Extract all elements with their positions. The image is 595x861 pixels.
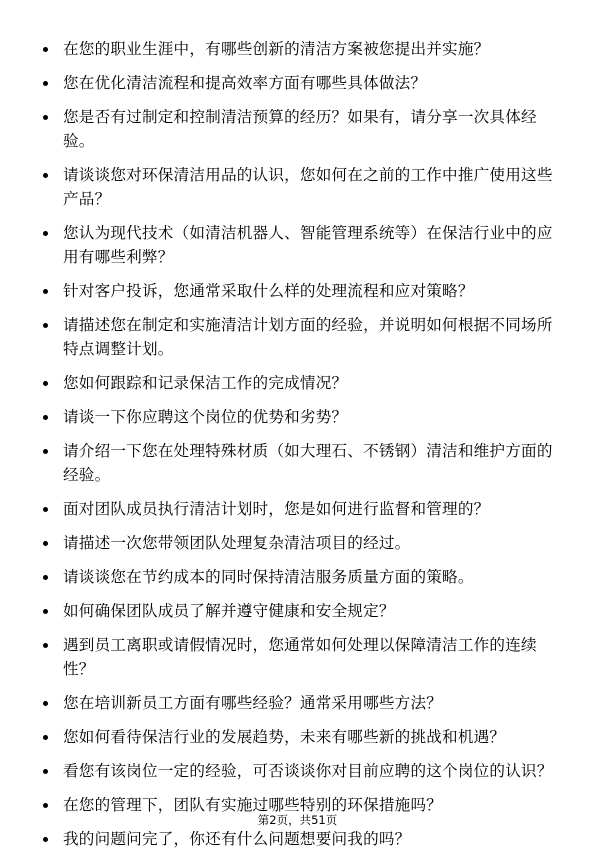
question-text: 您认为现代技术（如清洁机器人、智能管理系统等）在保洁行业中的应用有哪些利弊？ — [63, 224, 553, 266]
question-text: 您在培训新员工方面有哪些经验？通常采用哪些方法？ — [63, 694, 443, 712]
bullet-icon — [43, 323, 48, 328]
question-text: 请描述您在制定和实施清洁计划方面的经验，并说明如何根据不同场所特点调整计划。 — [63, 316, 553, 358]
question-text: 遇到员工离职或请假情况时，您通常如何处理以保障清洁工作的连续性？ — [63, 636, 537, 678]
list-item — [43, 371, 563, 395]
list-item — [43, 599, 563, 623]
bullet-icon — [43, 81, 48, 86]
question-text: 您如何看待保洁行业的发展趋势，未来有哪些新的挑战和机遇？ — [63, 728, 506, 746]
list-item — [43, 725, 563, 749]
question-text: 请谈谈您在节约成本的同时保持清洁服务质量方面的策略。 — [63, 568, 474, 586]
list-item — [43, 531, 563, 555]
list-item — [43, 759, 563, 783]
bullet-icon — [43, 231, 48, 236]
bullet-icon — [43, 173, 48, 178]
question-text: 请谈谈您对环保清洁用品的认识，您如何在之前的工作中推广使用这些产品？ — [63, 166, 553, 208]
list-item — [43, 105, 563, 153]
question-text: 请介绍一下您在处理特殊材质（如大理石、不锈钢）清洁和维护方面的经验。 — [63, 442, 553, 484]
question-text: 您在优化清洁流程和提高效率方面有哪些具体做法？ — [63, 74, 427, 92]
question-text: 在您的职业生涯中，有哪些创新的清洁方案被您提出并实施？ — [63, 40, 490, 58]
bullet-icon — [43, 643, 48, 648]
bullet-icon — [43, 769, 48, 774]
list-item — [43, 279, 563, 303]
question-text: 请描述一次您带领团队处理复杂清洁项目的经过。 — [63, 534, 411, 552]
question-text: 请谈一下你应聘这个岗位的优势和劣势？ — [63, 408, 348, 426]
bullet-icon — [43, 289, 48, 294]
question-list — [43, 37, 563, 861]
list-item — [43, 497, 563, 521]
list-item — [43, 565, 563, 589]
bullet-icon — [43, 541, 48, 546]
question-text: 针对客户投诉，您通常采取什么样的处理流程和应对策略？ — [63, 282, 474, 300]
bullet-icon — [43, 115, 48, 120]
list-item — [43, 221, 563, 269]
bullet-icon — [43, 609, 48, 614]
question-text: 如何确保团队成员了解并遵守健康和安全规定？ — [63, 602, 395, 620]
bullet-icon — [43, 701, 48, 706]
bullet-icon — [43, 381, 48, 386]
list-item — [43, 691, 563, 715]
bullet-icon — [43, 837, 48, 842]
question-text: 面对团队成员执行清洁计划时，您是如何进行监督和管理的？ — [63, 500, 490, 518]
list-item — [43, 37, 563, 61]
question-text: 您是否有过制定和控制清洁预算的经历？如果有，请分享一次具体经验。 — [63, 108, 537, 150]
question-text: 我的问题问完了，你还有什么问题想要问我的吗？ — [63, 830, 411, 848]
list-item — [43, 163, 563, 211]
page-number: 第2页，共51页 — [257, 813, 338, 827]
bullet-icon — [43, 803, 48, 808]
question-text: 您如何跟踪和记录保洁工作的完成情况？ — [63, 374, 348, 392]
list-item — [43, 827, 563, 851]
list-item — [43, 405, 563, 429]
question-text: 看您有该岗位一定的经验，可否谈谈你对目前应聘的这个岗位的认识？ — [63, 762, 553, 780]
list-item — [43, 71, 563, 95]
list-item — [43, 313, 563, 361]
bullet-icon — [43, 449, 48, 454]
bullet-icon — [43, 507, 48, 512]
bullet-icon — [43, 735, 48, 740]
bullet-icon — [43, 415, 48, 420]
list-item — [43, 439, 563, 487]
question-text: 在您的管理下，团队有实施过哪些特别的环保措施吗？ — [63, 796, 443, 814]
bullet-icon — [43, 575, 48, 580]
bullet-icon — [43, 47, 48, 52]
list-item — [43, 633, 563, 681]
